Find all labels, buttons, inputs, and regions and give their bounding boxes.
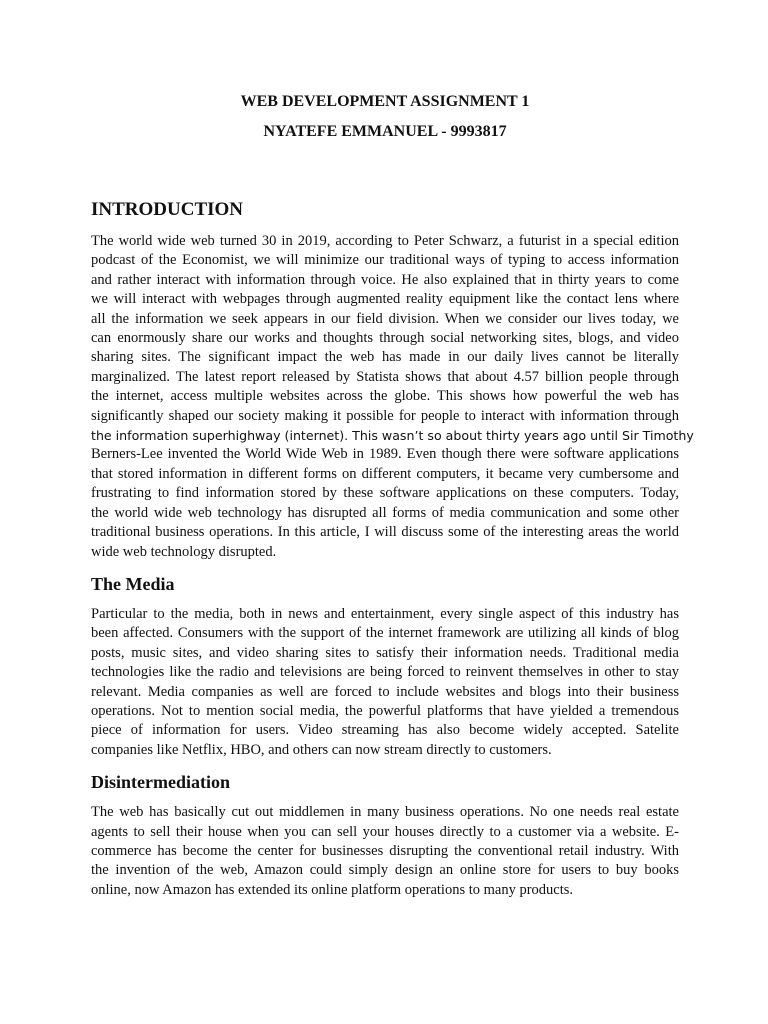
- paragraph-line: the information superhighway (internet). This wasn’t so about thirty years ago until Sir Timothy: [91, 428, 694, 444]
- paragraph-line: the invention of the web, Amazon could simply design an online store for users to buy books: [91, 862, 679, 879]
- paragraph-line: Particular to the media, both in news and entertainment, every single aspect of this industry has: [91, 605, 679, 622]
- paragraph-line: sharing sites. The significant impact the web has made in our daily lives cannot be literally: [91, 349, 679, 366]
- paragraph-line: been affected. Consumers with the support of the internet framework are utilizing all kinds of blog: [91, 625, 679, 642]
- paragraph-line: podcast of the Economist, we will minimize our traditional ways of typing to access information: [91, 252, 679, 269]
- introduction-heading: INTRODUCTION: [91, 199, 244, 220]
- paragraph-line: The world wide web turned 30 in 2019, according to Peter Schwarz, a futurist in a special edition: [91, 233, 679, 249]
- media-heading: The Media: [91, 573, 175, 594]
- paragraph-line: significantly shaped our society making it possible for people to interact with information through: [91, 407, 679, 424]
- paragraph-line: online, now Amazon has extended its online platform operations to many products.: [91, 881, 574, 898]
- paragraph-line: commerce has become the center for businesses disrupting the conventional retail industry. With: [91, 842, 679, 859]
- paragraph-line: frustrating to find information stored by these software applications on these computers. Today,: [91, 485, 679, 502]
- paragraph-line: companies like Netflix, HBO, and others can now stream directly to customers.: [91, 741, 552, 758]
- paragraph-line: we will interact with webpages through augmented reality equipment like the contact lens where: [91, 291, 679, 308]
- document-page: [91, 92, 694, 900]
- document-title: WEB DEVELOPMENT ASSIGNMENT 1: [240, 93, 530, 110]
- paragraph-line: and rather interact with information through voice. He also explained that in thirty years to come: [91, 271, 679, 288]
- disintermediation-heading: Disintermediation: [91, 772, 230, 793]
- paragraph-line: all the information we seek appears in our field division. When we consider our lives today, we: [91, 310, 679, 327]
- paragraph-line: can enormously share our works and thoughts through social networking sites, blogs, and video: [91, 330, 679, 347]
- document-author: NYATEFE EMMANUEL - 9993817: [263, 123, 507, 140]
- paragraph-line: wide web technology disrupted.: [91, 543, 277, 560]
- paragraph-line: operations. Not to mention social media, the powerful platforms that have yielded a tremendous: [91, 702, 679, 719]
- paragraph-line: piece of information for users. Video streaming has also become widely accepted. Satelite: [91, 722, 679, 739]
- paragraph-line: relevant. Media companies as well are forced to include websites and blogs into their business: [91, 683, 679, 700]
- paragraph-line: that stored information in different forms on different computers, it became very cumbersome and: [91, 465, 679, 482]
- paragraph-line: agents to sell their house when you can sell your houses directly to a customer via a website. E-: [91, 823, 679, 840]
- disintermediation-paragraph: [91, 803, 679, 900]
- paragraph-line: Berners-Lee invented the World Wide Web in 1989. Even though there were software applications: [91, 446, 679, 463]
- paragraph-line: traditional business operations. In this article, I will discuss some of the interesting areas the world: [91, 524, 679, 541]
- introduction-paragraph: [91, 232, 694, 562]
- paragraph-line: the internet, access multiple websites across the globe. This shows how powerful the web has: [91, 388, 679, 405]
- paragraph-line: technologies like the radio and televisions are being forced to reinvent themselves in other to stay: [91, 664, 679, 681]
- paragraph-line: the world wide web technology has disrupted all forms of media communication and some other: [91, 504, 679, 521]
- media-paragraph: [91, 605, 679, 760]
- paragraph-line: The web has basically cut out middlemen in many business operations. No one needs real estate: [91, 804, 679, 821]
- paragraph-line: marginalized. The latest report released by Statista shows that about 4.57 billion people through: [91, 368, 679, 385]
- paragraph-line: posts, music sites, and video sharing sites to satisfy their information needs. Traditional media: [91, 644, 679, 661]
